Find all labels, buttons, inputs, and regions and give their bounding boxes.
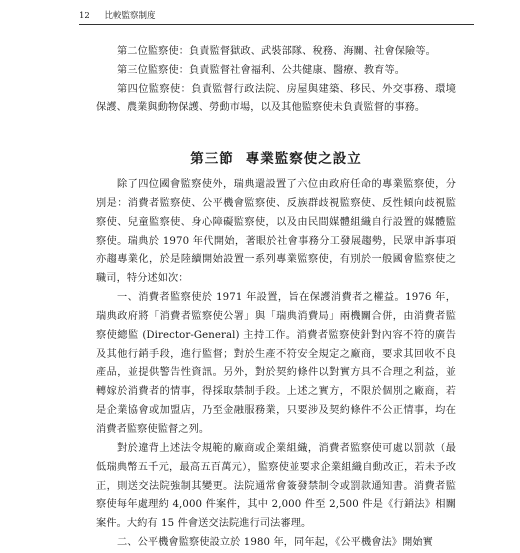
section-heading xyxy=(96,147,456,167)
body-text xyxy=(96,176,456,553)
paragraph: 對於違背上述法令規範的廠商或企業組織，消費者監察使可處以罰款（最低瑞典幣五千元，最高五百萬元），監察使並要求企業組織自動改正，若未予改正，則送交法院強制其變更。法院通常會簽發禁制令或罰款通知書。消費者監察使每年處理約 4,000 件案件，其中 2,000 件至 2,500 件是《行銷法》相關案件。大約有 15 件會送交法院進行司法審理。 xyxy=(96,442,456,530)
running-header xyxy=(79,10,474,25)
section-number: 第三節 xyxy=(190,151,234,167)
section-title: 專業監察使之設立 xyxy=(245,151,362,167)
paragraph: 除了四位國會監察使外，瑞典還設置了六位由政府任命的專業監察使，分別是：消費者監察使、公平機會監察使、反族群歧視監察使、反性傾向歧視監察使、兒童監察使、身心障礙監察使，以及由民間媒體組織自行設置的媒體監察使。瑞典於 1970 年代開始，著眼於社會事務分工發展趨勢，民眾申訴事項亦趨專業化，於是陸續開始設置一系列專業監察使，有別於一般國會監察使之職司，特分述如次： xyxy=(96,179,456,285)
paragraph: 二、公平機會監察使設立於 1980 年，同年起，《公平機會法》開始實 xyxy=(117,537,433,549)
paragraph: 第三位監察使：負責監督社會福利、公共健康、醫療、教育等。 xyxy=(117,64,406,76)
book-title: 比較監察制度 xyxy=(104,11,156,21)
paragraph: 一、消費者監察使於 1971 年設置，旨在保護消費者之權益。1976 年，瑞典政府將「消費者監察使公署」與「瑞典消費局」兩機關合併，由消費者監察使總監 (Director-General) 主持工作。消費者監察使針對內容不符的廣告及其他行銷手段，進行監督；對於生產不符安全規定之廠商，要求其回收不良產品，並提供警告性資訊。另外，對於契約條件以對實方具不合理之利益，並轉嫁於消費者的情事，得採取禁制手段。上述之實方，不限於個別之廠商，若是企業協會或加盟店，乃至金融服務業，只要涉及契約條件不公正情事，均在消費者監察使監督之列。 xyxy=(96,292,456,435)
paragraph: 第二位監察使：負責監督獄政、武裝部隊、稅務、海關、社會保險等。 xyxy=(117,46,436,57)
intro-text xyxy=(96,43,456,118)
paragraph: 第四位監察使：負責監督行政法院、房屋與建築、移民、外交事務、環境保護、農業與動物保護、勞動市場，以及其他監察使未負責監督的事務。 xyxy=(96,83,456,114)
page-number: 12 xyxy=(79,11,90,21)
